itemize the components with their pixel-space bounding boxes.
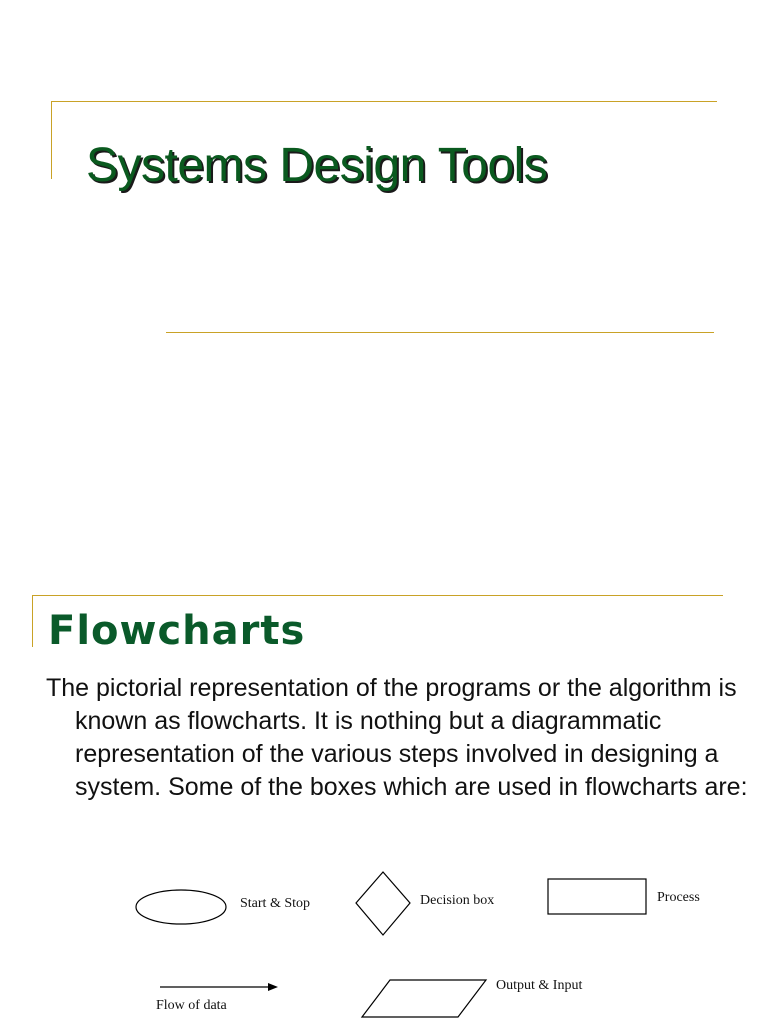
slide-2 — [0, 560, 768, 1024]
process-label: Process — [657, 890, 700, 905]
slide-2-title: Flowcharts — [48, 608, 306, 654]
io-symbol — [362, 980, 486, 1017]
start-stop-symbol — [136, 890, 226, 924]
body-paragraph: The pictorial representation of the programs or the algorithm is known as flowcharts. It is nothing but a diagrammatic representation of the various steps involved in designing a system. Some of the boxes which are used in flowcharts are: — [46, 674, 748, 801]
flowchart-symbols — [0, 860, 768, 1024]
title-left-rule — [51, 101, 52, 179]
title-left-rule — [32, 595, 33, 647]
decision-symbol — [356, 872, 410, 935]
io-label: Output & Input — [496, 978, 583, 993]
title-bottom-rule — [166, 332, 714, 333]
start-stop-label: Start & Stop — [240, 896, 311, 911]
decision-label: Decision box — [420, 893, 495, 908]
process-symbol — [548, 879, 646, 914]
slide-1-title: Systems Design Tools — [86, 139, 548, 192]
flow-arrow-head — [268, 983, 278, 991]
title-top-rule — [32, 595, 723, 596]
title-top-rule — [51, 101, 717, 102]
flow-label: Flow of data — [156, 998, 227, 1013]
